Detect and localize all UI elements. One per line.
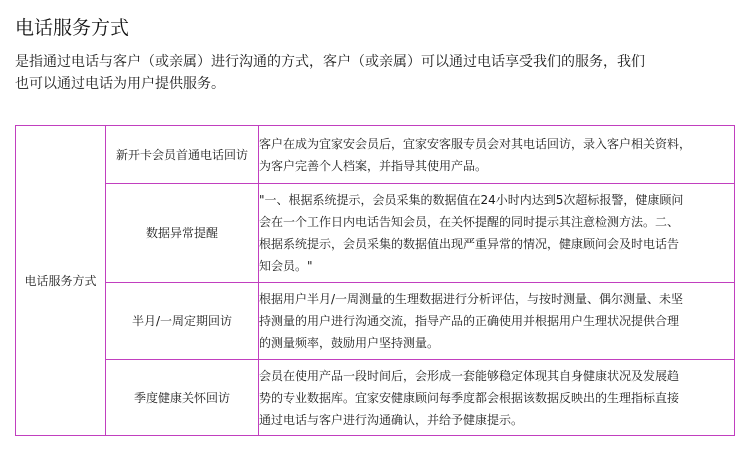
description-cell — [259, 360, 735, 436]
category-cell: 电话服务方式 — [16, 126, 106, 436]
method-cell: 半月/一周定期回访 — [106, 283, 259, 360]
description-line: 客户在成为宜家安会员后，宜家安客服专员会对其电话回访，录入客户相关资料， — [259, 136, 692, 151]
intro-line-1: 是指通过电话与客户（或亲属）进行沟通的方式，客户（或亲属）可以通过电话享受我们的服务，我们 — [15, 54, 645, 70]
page-title: 电话服务方式 — [15, 17, 130, 39]
method-cell: 数据异常提醒 — [106, 184, 259, 283]
table-row — [16, 126, 735, 184]
description-line: 会在一个工作日内电话告知会员，在关怀提醒的同时提示其注意检测方法。二、 — [259, 215, 680, 229]
method-cell: 季度健康关怀回访 — [106, 360, 259, 436]
table-row — [16, 283, 735, 360]
method-cell: 新开卡会员首通电话回访 — [106, 126, 259, 184]
description-line: 会员在使用产品一段时间后，会形成一套能够稳定体现其自身健康状况及发展趋 — [259, 368, 680, 383]
intro-line-2: 也可以通过电话为用户提供服务。 — [15, 76, 225, 92]
description-line: 的测量频率，鼓励用户坚持测量。 — [259, 336, 440, 350]
description-line: 势的专业数据库。宜家安健康顾问每季度都会根据该数据反映出的生理指标直接 — [259, 390, 680, 405]
table-row — [16, 360, 735, 436]
description-line: 为客户完善个人档案，并指导其使用产品。 — [259, 158, 488, 173]
service-methods-table — [15, 125, 735, 436]
table-row — [16, 184, 735, 283]
description-cell — [259, 283, 735, 360]
description-line: 根据系统提示，会员采集的数据值出现严重异常的情况，健康顾问会及时电话告 — [259, 237, 680, 251]
description-cell — [259, 184, 735, 283]
description-line: 持测量的用户进行沟通交流，指导产品的正确使用并根据用户生理状况提供合理 — [259, 314, 680, 328]
description-line: 知会员。" — [259, 259, 313, 273]
description-line: 根据用户半月/一周测量的生理数据进行分析评估，与按时测量、偶尔测量、未坚 — [259, 292, 684, 306]
intro-paragraph — [15, 51, 715, 95]
description-line: 通过电话与客户进行沟通确认，并给予健康提示。 — [259, 412, 524, 427]
description-line: "一、根据系统提示，会员采集的数据值在24小时内达到5次超标报警，健康顾问 — [259, 193, 684, 207]
description-cell — [259, 126, 735, 184]
